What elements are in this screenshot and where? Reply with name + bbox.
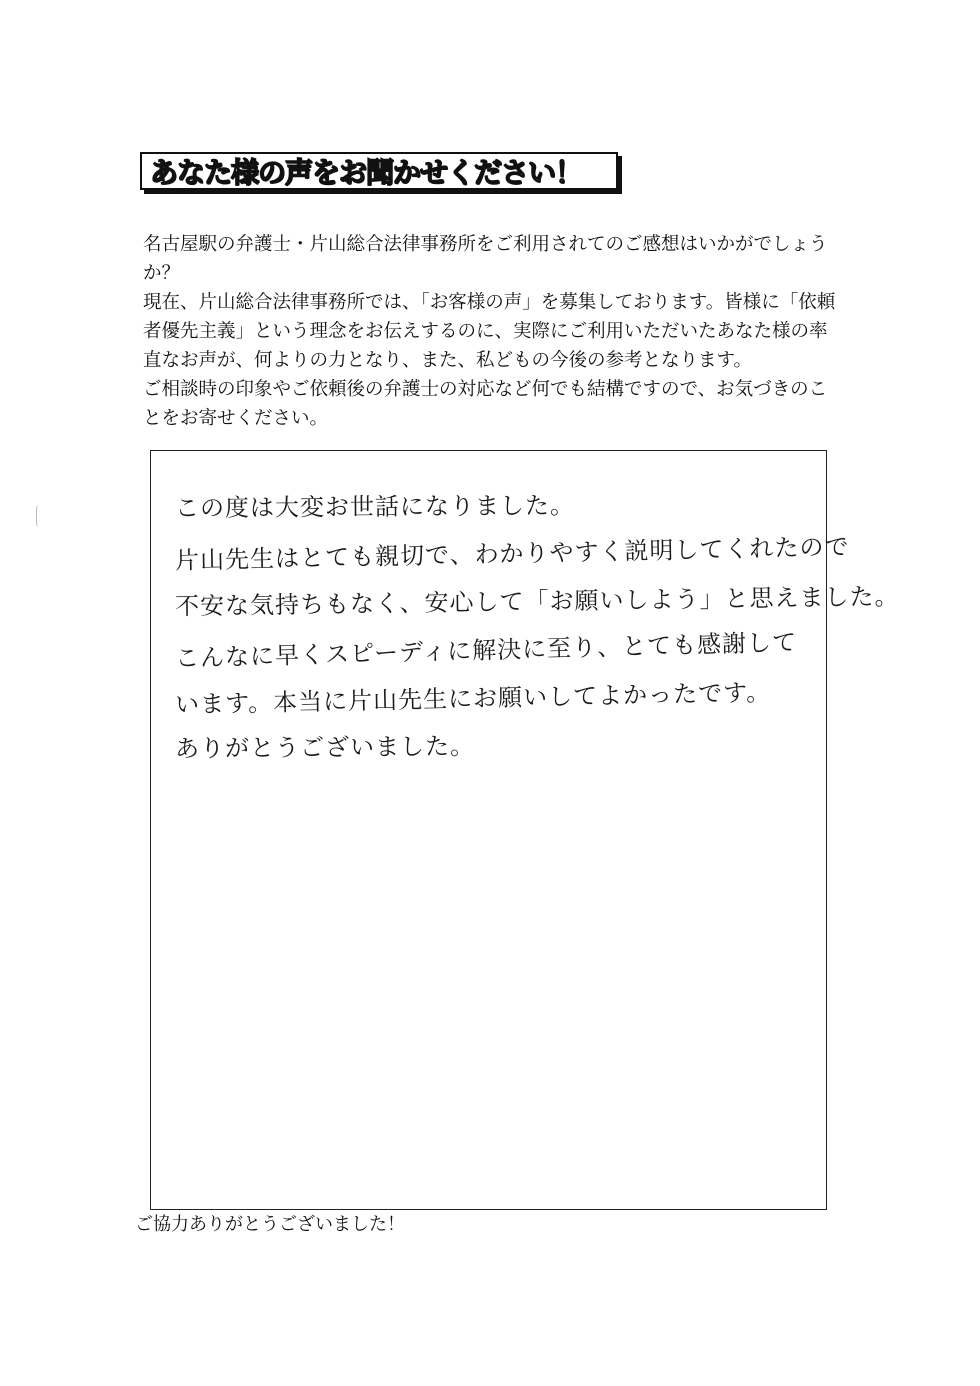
thanks-text: ご協力ありがとうございました！: [135, 1214, 405, 1235]
heading-box: [140, 152, 618, 190]
handwritten-response: [174, 482, 900, 770]
intro-paragraph-2: 現在、片山総合法律事務所では、「お客様の声」を募集しております。皆様に「依頼者優先主義」という理念をお伝えするのに、実際にご利用いただいたあなた様の率直なお声が、何よりの力となり、また、私どもの今後の参考となります。: [143, 292, 836, 371]
response-line: ありがとうございました。: [174, 732, 476, 763]
page-title: あなた様の声をお聞かせください！: [150, 156, 583, 189]
response-line: この度は大変お世話になりました。: [174, 491, 576, 523]
intro-paragraph-3: ご相談時の印象やご依頼後の弁護士の対応など何でも結構ですので、お気づきのことをお寄せください。: [143, 379, 828, 429]
intro-paragraph-1: 名古屋駅の弁護士・片山総合法律事務所をご利用されてのご感想はいかがでしょうか？: [143, 234, 828, 284]
response-line: こんなに早くスピーディに解決に至り、とても感謝して: [174, 628, 798, 673]
intro-text: [143, 230, 843, 433]
response-line: います。本当に片山先生にお願いしてよかったです。: [174, 678, 772, 719]
response-line: 片山先生はとても親切で、わかりやすく説明してくれたので: [174, 532, 850, 575]
response-line: 不安な気持ちもなく、安心して「お願いしよう」と思えました。: [174, 582, 900, 621]
scan-mark: [36, 505, 43, 527]
